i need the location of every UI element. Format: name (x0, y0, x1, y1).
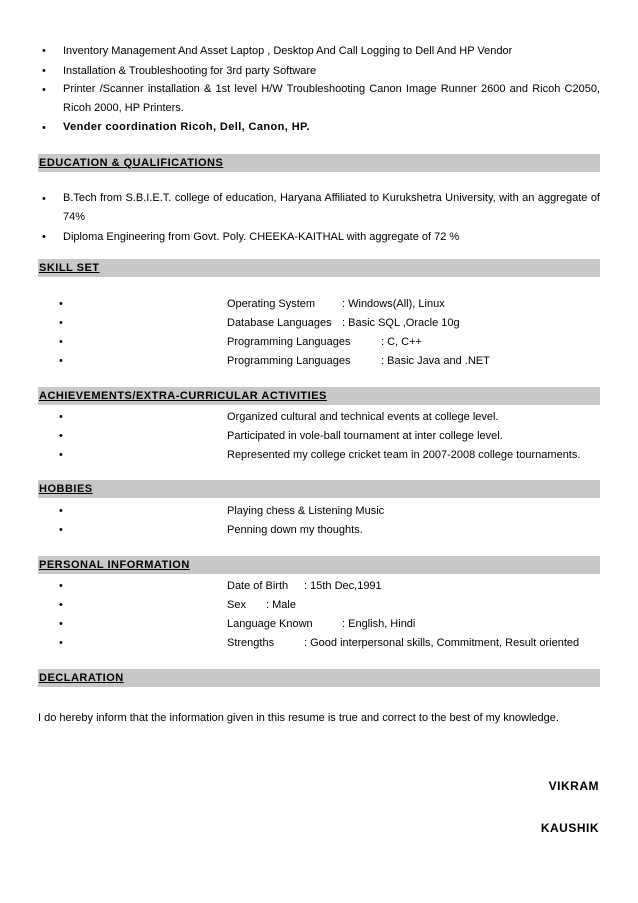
section-title: SKILL SET (39, 262, 100, 274)
section-header-achievements (38, 387, 600, 405)
bullet-icon: • (59, 355, 63, 367)
bullet-icon: • (59, 317, 63, 329)
section-title: PERSONAL INFORMATION (39, 559, 190, 571)
skill-value: : C, C++ (381, 336, 422, 348)
bullet-icon: • (59, 430, 63, 442)
bullet-icon: • (59, 336, 63, 348)
skill-label: Programming Languages (227, 355, 351, 367)
declaration-text: I do hereby inform that the information given in this resume is true and correct to the best of my knowledge. (38, 712, 559, 724)
experience-item: Vender coordination Ricoh, Dell, Canon, HP. (63, 121, 310, 133)
bullet-icon: • (42, 122, 46, 134)
personal-value: : Good interpersonal skills, Commitment, Result oriented (304, 637, 580, 649)
hobby-item: Penning down my thoughts. (227, 524, 363, 536)
bullet-icon: • (42, 45, 46, 57)
education-item: Diploma Engineering from Govt. Poly. CHEEKA-KAITHAL with aggregate of 72 % (63, 231, 460, 243)
skill-value: : Windows(All), Linux (342, 298, 445, 310)
personal-value: : English, Hindi (342, 618, 416, 630)
experience-item: Installation & Troubleshooting for 3rd party Software (63, 65, 317, 77)
bullet-icon: • (42, 84, 46, 96)
bullet-icon: • (42, 65, 46, 77)
section-title: ACHIEVEMENTS/EXTRA-CURRICULAR ACTIVITIES (39, 390, 327, 402)
skill-label: Operating System (227, 298, 316, 310)
section-header-skills (38, 259, 600, 277)
personal-label: Strengths (227, 637, 275, 649)
section-header-hobbies (38, 480, 600, 498)
signature-first-name: VIKRAM (548, 779, 599, 793)
education-item: B.Tech from S.B.I.E.T. college of education, Haryana Affiliated to Kurukshetra University, with an aggregate of 74% (63, 192, 600, 223)
achievement-item: Organized cultural and technical events at college level. (227, 411, 499, 423)
bullet-icon: • (59, 298, 63, 310)
hobby-item: Playing chess & Listening Music (227, 505, 385, 517)
skill-label: Database Languages (227, 317, 332, 329)
signature-last-name: KAUSHIK (540, 821, 599, 835)
bullet-icon: • (59, 524, 63, 536)
experience-item: Inventory Management And Asset Laptop , Desktop And Call Logging to Dell And HP Vendor (63, 45, 513, 57)
bullet-icon: • (59, 411, 63, 423)
section-title: EDUCATION & QUALIFICATIONS (39, 157, 224, 169)
bullet-icon: • (59, 505, 63, 517)
bullet-icon: • (59, 449, 63, 461)
personal-value: : 15th Dec,1991 (304, 580, 382, 592)
bullet-icon: • (59, 580, 63, 592)
achievement-item: Represented my college cricket team in 2007-2008 college tournaments. (227, 449, 581, 461)
bullet-icon: • (42, 193, 46, 205)
skill-label: Programming Languages (227, 336, 351, 348)
bullet-icon: • (59, 599, 63, 611)
experience-item: Printer /Scanner installation & 1st level H/W Troubleshooting Canon Image Runner 2600 and Ricoh C2050, Ricoh 2000, HP Printers. (63, 83, 600, 114)
personal-value: : Male (266, 599, 296, 611)
personal-label: Date of Birth (227, 580, 289, 592)
section-header-personal (38, 556, 600, 574)
section-header-declaration (38, 669, 600, 687)
bullet-icon: • (59, 637, 63, 649)
section-header-education (38, 154, 600, 172)
skill-value: : Basic SQL ,Oracle 10g (342, 317, 460, 329)
achievement-item: Participated in vole-ball tournament at inter college level. (227, 430, 503, 442)
personal-label: Language Known (227, 618, 313, 630)
section-title: DECLARATION (39, 672, 124, 684)
bullet-icon: • (42, 231, 46, 243)
section-title: HOBBIES (39, 483, 93, 495)
personal-label: Sex (227, 599, 246, 611)
bullet-icon: • (59, 618, 63, 630)
skill-value: : Basic Java and .NET (381, 355, 490, 367)
